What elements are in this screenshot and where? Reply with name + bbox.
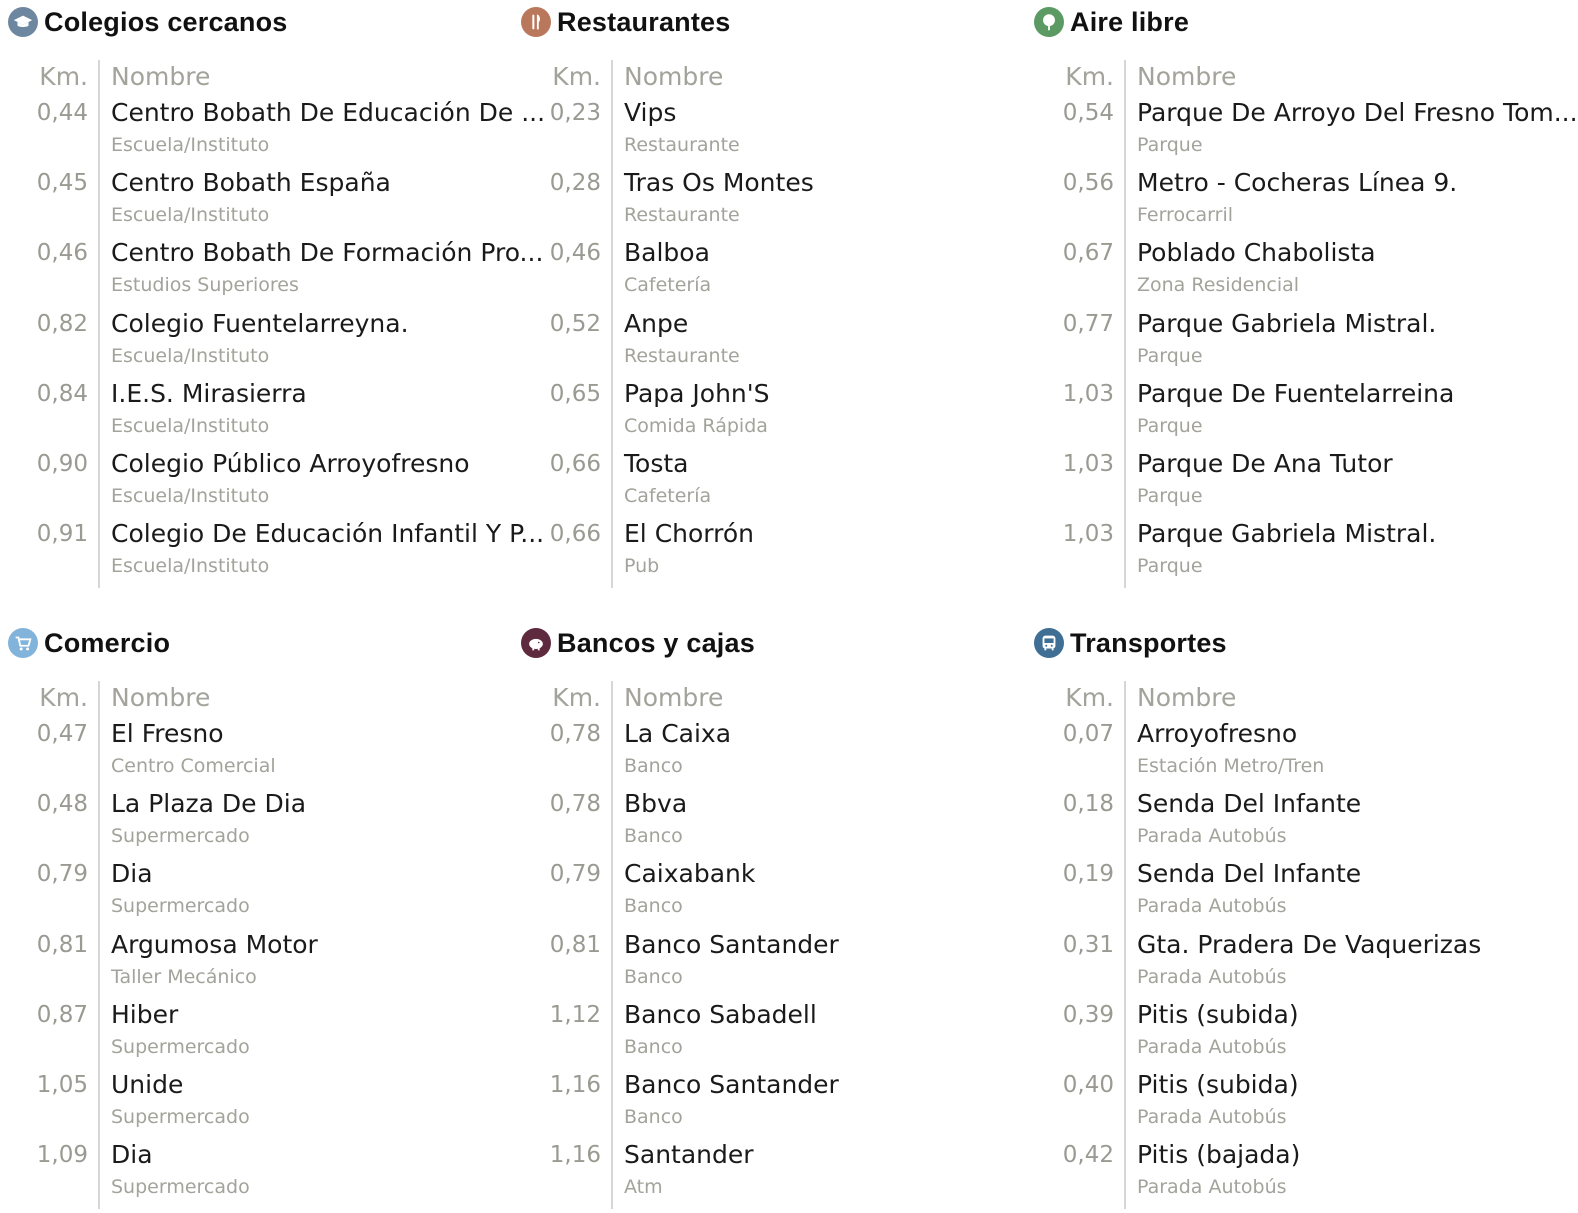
place-distance: 0,82 (36, 310, 88, 337)
place-distance: 0,90 (36, 450, 88, 477)
table-header (1026, 58, 1526, 98)
section-header (1034, 4, 1189, 40)
place-name: Santander (624, 1140, 754, 1170)
places-table (0, 58, 546, 589)
place-type: Taller Mecánico (111, 965, 257, 988)
place-type: Escuela/Instituto (111, 134, 270, 156)
place-row (1026, 789, 1526, 859)
place-name: Arroyofresno (1137, 719, 1298, 748)
place-name: Metro - Cocheras Línea 9. (1137, 168, 1458, 198)
place-distance: 0,81 (36, 931, 88, 958)
place-name: Vips (624, 98, 677, 127)
place-type: Ferrocarril (1137, 204, 1234, 227)
table-header (513, 58, 1013, 98)
place-name: Unide (111, 1069, 184, 1099)
place-distance: 0,67 (1062, 240, 1114, 267)
place-name: Parque Gabriela Mistral. (1137, 308, 1437, 338)
place-name: Centro Bobath De Educación De ... (111, 98, 546, 127)
place-row (0, 859, 500, 929)
place-row (1026, 519, 1526, 589)
place-row (513, 168, 1013, 238)
place-distance: 0,66 (549, 521, 601, 548)
place-distance: 1,03 (1062, 521, 1114, 548)
place-distance: 0,39 (1062, 1001, 1114, 1028)
place-row (513, 98, 1013, 168)
place-type: Banco (624, 895, 683, 918)
place-distance: 1,12 (549, 1001, 601, 1028)
place-name: Senda Del Infante (1137, 789, 1362, 819)
place-name: Papa John'S (624, 378, 770, 408)
place-row (513, 519, 1013, 589)
place-distance: 0,78 (549, 721, 601, 747)
place-distance: 1,03 (1062, 380, 1114, 407)
place-distance: 0,84 (36, 380, 88, 407)
place-name: Dia (111, 859, 153, 889)
place-row (1026, 859, 1526, 929)
place-type: Cafetería (624, 274, 712, 297)
place-name: Banco Sabadell (624, 999, 817, 1029)
place-name: Banco Santander (624, 1069, 839, 1099)
place-row (1026, 1000, 1526, 1070)
place-row (513, 379, 1013, 449)
km-column-header: Km. (1065, 62, 1114, 91)
place-type: Parque (1137, 344, 1203, 367)
place-row (0, 519, 545, 589)
place-name: Dia (111, 1140, 153, 1170)
section-header (521, 4, 730, 40)
place-distance: 0,77 (1062, 310, 1114, 337)
section-title: Comercio (44, 627, 171, 658)
place-distance: 0,79 (549, 861, 601, 888)
place-distance: 0,23 (549, 100, 601, 126)
place-distance: 0,07 (1062, 721, 1114, 747)
name-column-header: Nombre (1137, 683, 1237, 712)
place-distance: 0,45 (36, 170, 88, 197)
place-distance: 0,44 (36, 100, 88, 126)
place-type: Comida Rápida (624, 414, 768, 437)
place-type: Parque (1137, 134, 1203, 156)
section-header (1034, 625, 1227, 661)
place-distance: 0,46 (549, 240, 601, 267)
place-name: Tras Os Montes (624, 168, 814, 198)
place-type: Pub (624, 555, 660, 578)
place-row (513, 1140, 1013, 1210)
place-distance: 0,46 (36, 240, 88, 267)
place-row (1026, 379, 1526, 449)
place-name: Bbva (624, 789, 688, 819)
piggy-bank-icon (521, 628, 551, 658)
place-type: Parada Autobús (1137, 825, 1287, 848)
place-row (1026, 309, 1526, 379)
place-type: Escuela/Instituto (111, 414, 270, 437)
place-name: Parque Gabriela Mistral. (1137, 519, 1437, 549)
place-type: Banco (624, 965, 683, 988)
place-distance: 1,16 (549, 1142, 601, 1169)
places-table (1026, 679, 1526, 1210)
place-row (513, 930, 1013, 1000)
place-name: Pitis (subida) (1137, 999, 1299, 1029)
place-name: Hiber (111, 999, 179, 1029)
place-name: Caixabank (624, 859, 756, 889)
place-name: Colegio Fuentelarreyna. (111, 308, 409, 338)
section-title: Restaurantes (557, 6, 731, 37)
place-row (0, 789, 500, 859)
name-column-header: Nombre (624, 683, 724, 712)
place-name: El Chorrón (624, 519, 754, 549)
place-type: Banco (624, 1105, 683, 1128)
place-row (0, 1070, 500, 1140)
place-name: La Plaza De Dia (111, 789, 307, 819)
place-type: Estación Metro/Tren (1137, 755, 1325, 777)
name-column-header: Nombre (111, 683, 211, 712)
bus-icon (1034, 628, 1064, 658)
place-distance: 0,52 (549, 310, 601, 337)
place-distance: 0,42 (1062, 1142, 1114, 1169)
place-row (0, 379, 500, 449)
section-title: Colegios cercanos (44, 6, 288, 37)
place-type: Escuela/Instituto (111, 484, 270, 507)
place-type: Banco (624, 1035, 683, 1058)
place-row (0, 930, 500, 1000)
place-row (1026, 449, 1526, 519)
place-type: Restaurante (624, 134, 740, 156)
place-type: Parada Autobús (1137, 895, 1287, 918)
name-column-header: Nombre (624, 62, 724, 91)
name-column-header: Nombre (111, 62, 211, 91)
place-name: Colegio Público Arroyofresno (111, 448, 470, 478)
place-row (1026, 719, 1526, 789)
place-row (0, 309, 500, 379)
place-name: Pitis (subida) (1137, 1069, 1299, 1099)
place-row (513, 449, 1013, 519)
place-distance: 1,09 (36, 1142, 88, 1169)
place-distance: 0,28 (549, 170, 601, 197)
place-distance: 0,54 (1062, 100, 1114, 126)
place-type: Escuela/Instituto (111, 344, 270, 367)
place-type: Parada Autobús (1137, 965, 1287, 988)
places-table (1026, 58, 1578, 589)
place-name: Tosta (624, 448, 689, 478)
place-type: Restaurante (624, 344, 740, 367)
place-distance: 0,87 (36, 1001, 88, 1028)
place-type: Escuela/Instituto (111, 204, 270, 227)
place-name: Balboa (624, 238, 710, 268)
place-distance: 0,65 (549, 380, 601, 407)
section-header (8, 4, 288, 40)
place-type: Parque (1137, 414, 1203, 437)
place-type: Supermercado (111, 825, 250, 848)
place-name: Senda Del Infante (1137, 859, 1362, 889)
place-type: Cafetería (624, 484, 712, 507)
place-row (513, 238, 1013, 308)
place-name: I.E.S. Mirasierra (111, 378, 307, 408)
place-row (513, 789, 1013, 859)
name-column-header: Nombre (1137, 62, 1237, 91)
km-column-header: Km. (39, 683, 88, 712)
place-name: Banco Santander (624, 929, 839, 959)
place-row (513, 859, 1013, 929)
place-row (513, 1070, 1013, 1140)
place-row (0, 98, 546, 168)
km-column-header: Km. (39, 62, 88, 91)
place-type: Centro Comercial (111, 755, 276, 777)
place-row (0, 168, 500, 238)
places-table (0, 679, 500, 1210)
place-name: Poblado Chabolista (1137, 238, 1376, 268)
place-distance: 0,40 (1062, 1071, 1114, 1098)
place-type: Banco (624, 755, 683, 777)
place-type: Parque (1137, 555, 1203, 578)
place-type: Parada Autobús (1137, 1176, 1287, 1199)
km-column-header: Km. (1065, 683, 1114, 712)
place-type: Parque (1137, 484, 1203, 507)
table-header (0, 58, 500, 98)
place-row (513, 309, 1013, 379)
km-column-header: Km. (552, 62, 601, 91)
place-name: Parque De Fuentelarreina (1137, 378, 1455, 408)
place-type: Supermercado (111, 895, 250, 918)
places-table (513, 679, 1013, 1210)
place-distance: 0,47 (36, 721, 88, 747)
place-distance: 0,31 (1062, 931, 1114, 958)
place-name: La Caixa (624, 719, 732, 748)
table-header (513, 679, 1013, 719)
place-type: Parada Autobús (1137, 1035, 1287, 1058)
place-row (0, 1140, 500, 1210)
place-distance: 0,48 (36, 791, 88, 818)
place-type: Restaurante (624, 204, 740, 227)
place-distance: 0,81 (549, 931, 601, 958)
place-row (513, 719, 1013, 789)
place-row (1026, 168, 1526, 238)
place-name: El Fresno (111, 719, 224, 748)
place-name: Anpe (624, 308, 689, 338)
place-name: Gta. Pradera De Vaquerizas (1137, 929, 1482, 959)
shopping-cart-icon (8, 628, 38, 658)
place-distance: 0,66 (549, 450, 601, 477)
km-column-header: Km. (552, 683, 601, 712)
place-row (1026, 930, 1526, 1000)
place-type: Parada Autobús (1137, 1105, 1287, 1128)
place-distance: 0,19 (1062, 861, 1114, 888)
place-name: Parque De Arroyo Del Fresno Tom... (1137, 98, 1578, 127)
place-row (1026, 1140, 1526, 1210)
place-distance: 1,16 (549, 1071, 601, 1098)
place-distance: 1,05 (36, 1071, 88, 1098)
place-distance: 0,56 (1062, 170, 1114, 197)
section-header (521, 625, 755, 661)
section-header (8, 625, 170, 661)
place-type: Supermercado (111, 1105, 250, 1128)
place-row (1026, 238, 1526, 308)
place-type: Supermercado (111, 1176, 250, 1199)
section-title: Transportes (1070, 627, 1227, 658)
place-name: Pitis (bajada) (1137, 1140, 1301, 1170)
section-title: Bancos y cajas (557, 627, 755, 658)
school-icon (8, 7, 38, 37)
place-name: Parque De Ana Tutor (1137, 448, 1393, 478)
place-type: Atm (624, 1176, 663, 1199)
place-row (513, 1000, 1013, 1070)
section-title: Aire libre (1070, 6, 1190, 37)
place-name: Colegio De Educación Infantil Y P... (111, 519, 545, 549)
place-distance: 1,03 (1062, 450, 1114, 477)
place-row (0, 449, 500, 519)
table-header (0, 679, 500, 719)
places-table (513, 58, 1013, 589)
place-row (0, 719, 500, 789)
place-name: Centro Bobath España (111, 168, 391, 198)
restaurant-icon (521, 7, 551, 37)
place-distance: 0,91 (36, 521, 88, 548)
place-row (1026, 98, 1578, 168)
tree-icon (1034, 7, 1064, 37)
table-header (1026, 679, 1526, 719)
place-name: Argumosa Motor (111, 929, 318, 959)
place-distance: 0,18 (1062, 791, 1114, 818)
place-distance: 0,79 (36, 861, 88, 888)
place-name: Centro Bobath De Formación Pro... (111, 238, 544, 268)
place-type: Escuela/Instituto (111, 555, 270, 578)
place-type: Banco (624, 825, 683, 848)
place-type: Estudios Superiores (111, 274, 299, 297)
place-type: Supermercado (111, 1035, 250, 1058)
place-row (1026, 1070, 1526, 1140)
place-type: Zona Residencial (1137, 274, 1300, 297)
place-row (0, 238, 544, 308)
place-row (0, 1000, 500, 1070)
place-distance: 0,78 (549, 791, 601, 818)
